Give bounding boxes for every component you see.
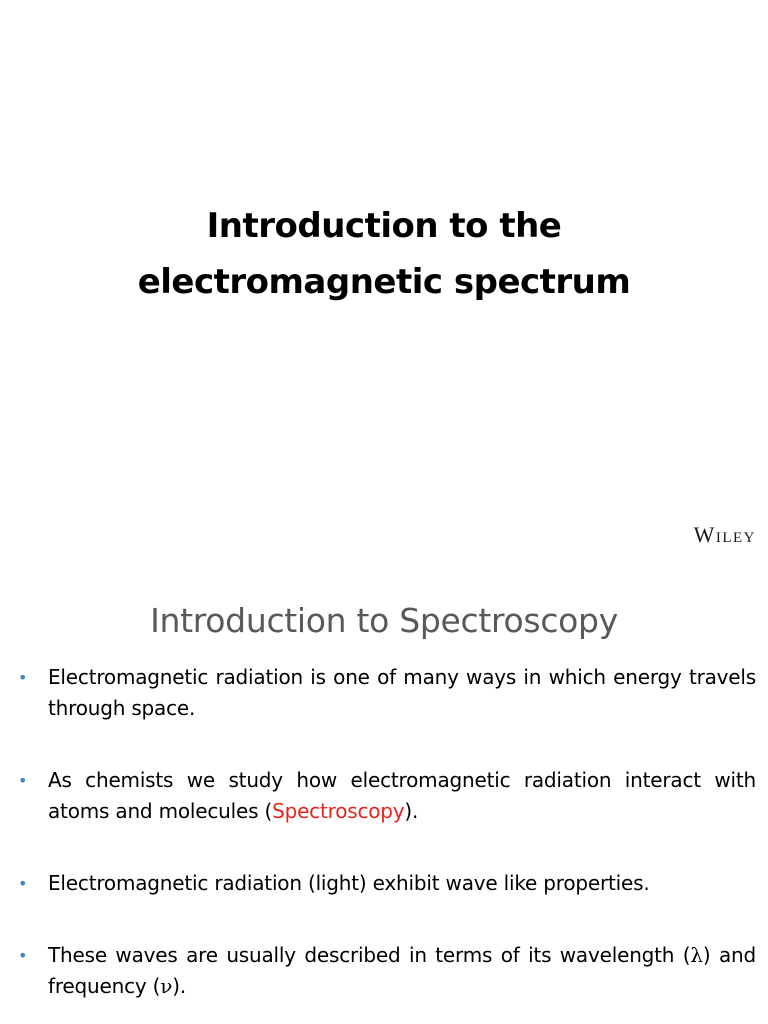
bullet-dot-icon: • [18,946,28,965]
slide-title-line-1: Introduction to the [206,206,562,246]
bullet-dot-icon: • [18,668,28,687]
slide-title [0,198,768,310]
bullet-text-part: ) and frequency ( [48,943,756,998]
bullet-text-part: These waves are usually described in terms of its wavelength ( [48,943,691,967]
lambda-symbol: λ [690,943,703,967]
bullet-item [18,765,756,827]
bullet-item [18,940,756,1002]
bullet-item [18,868,756,899]
bullet-text: Electromagnetic radiation (light) exhibit wave like properties. [48,871,650,895]
nu-symbol: ν [160,974,173,998]
slide-title-line-2: electromagnetic spectrum [137,262,631,302]
content-slide [0,576,768,1024]
bullet-text [48,768,756,823]
bullet-list [18,662,756,1002]
bullet-dot-icon: • [18,874,28,893]
bullet-text-part: ). [172,974,187,998]
content-slide-title: Introduction to Spectroscopy [150,601,618,640]
bullet-text [48,943,756,998]
bullet-text-part: ). [404,799,419,823]
bullet-item [18,662,756,724]
bullet-text-part: As chemists we study how electromagnetic radiation interact with atoms and molecules ( [48,768,756,823]
bullet-dot-icon: • [18,771,28,790]
highlighted-term: Spectroscopy [272,799,405,823]
publisher-logo: Wiley [693,522,756,547]
bullet-text: Electromagnetic radiation is one of many ways in which energy travels through space. [48,665,756,720]
